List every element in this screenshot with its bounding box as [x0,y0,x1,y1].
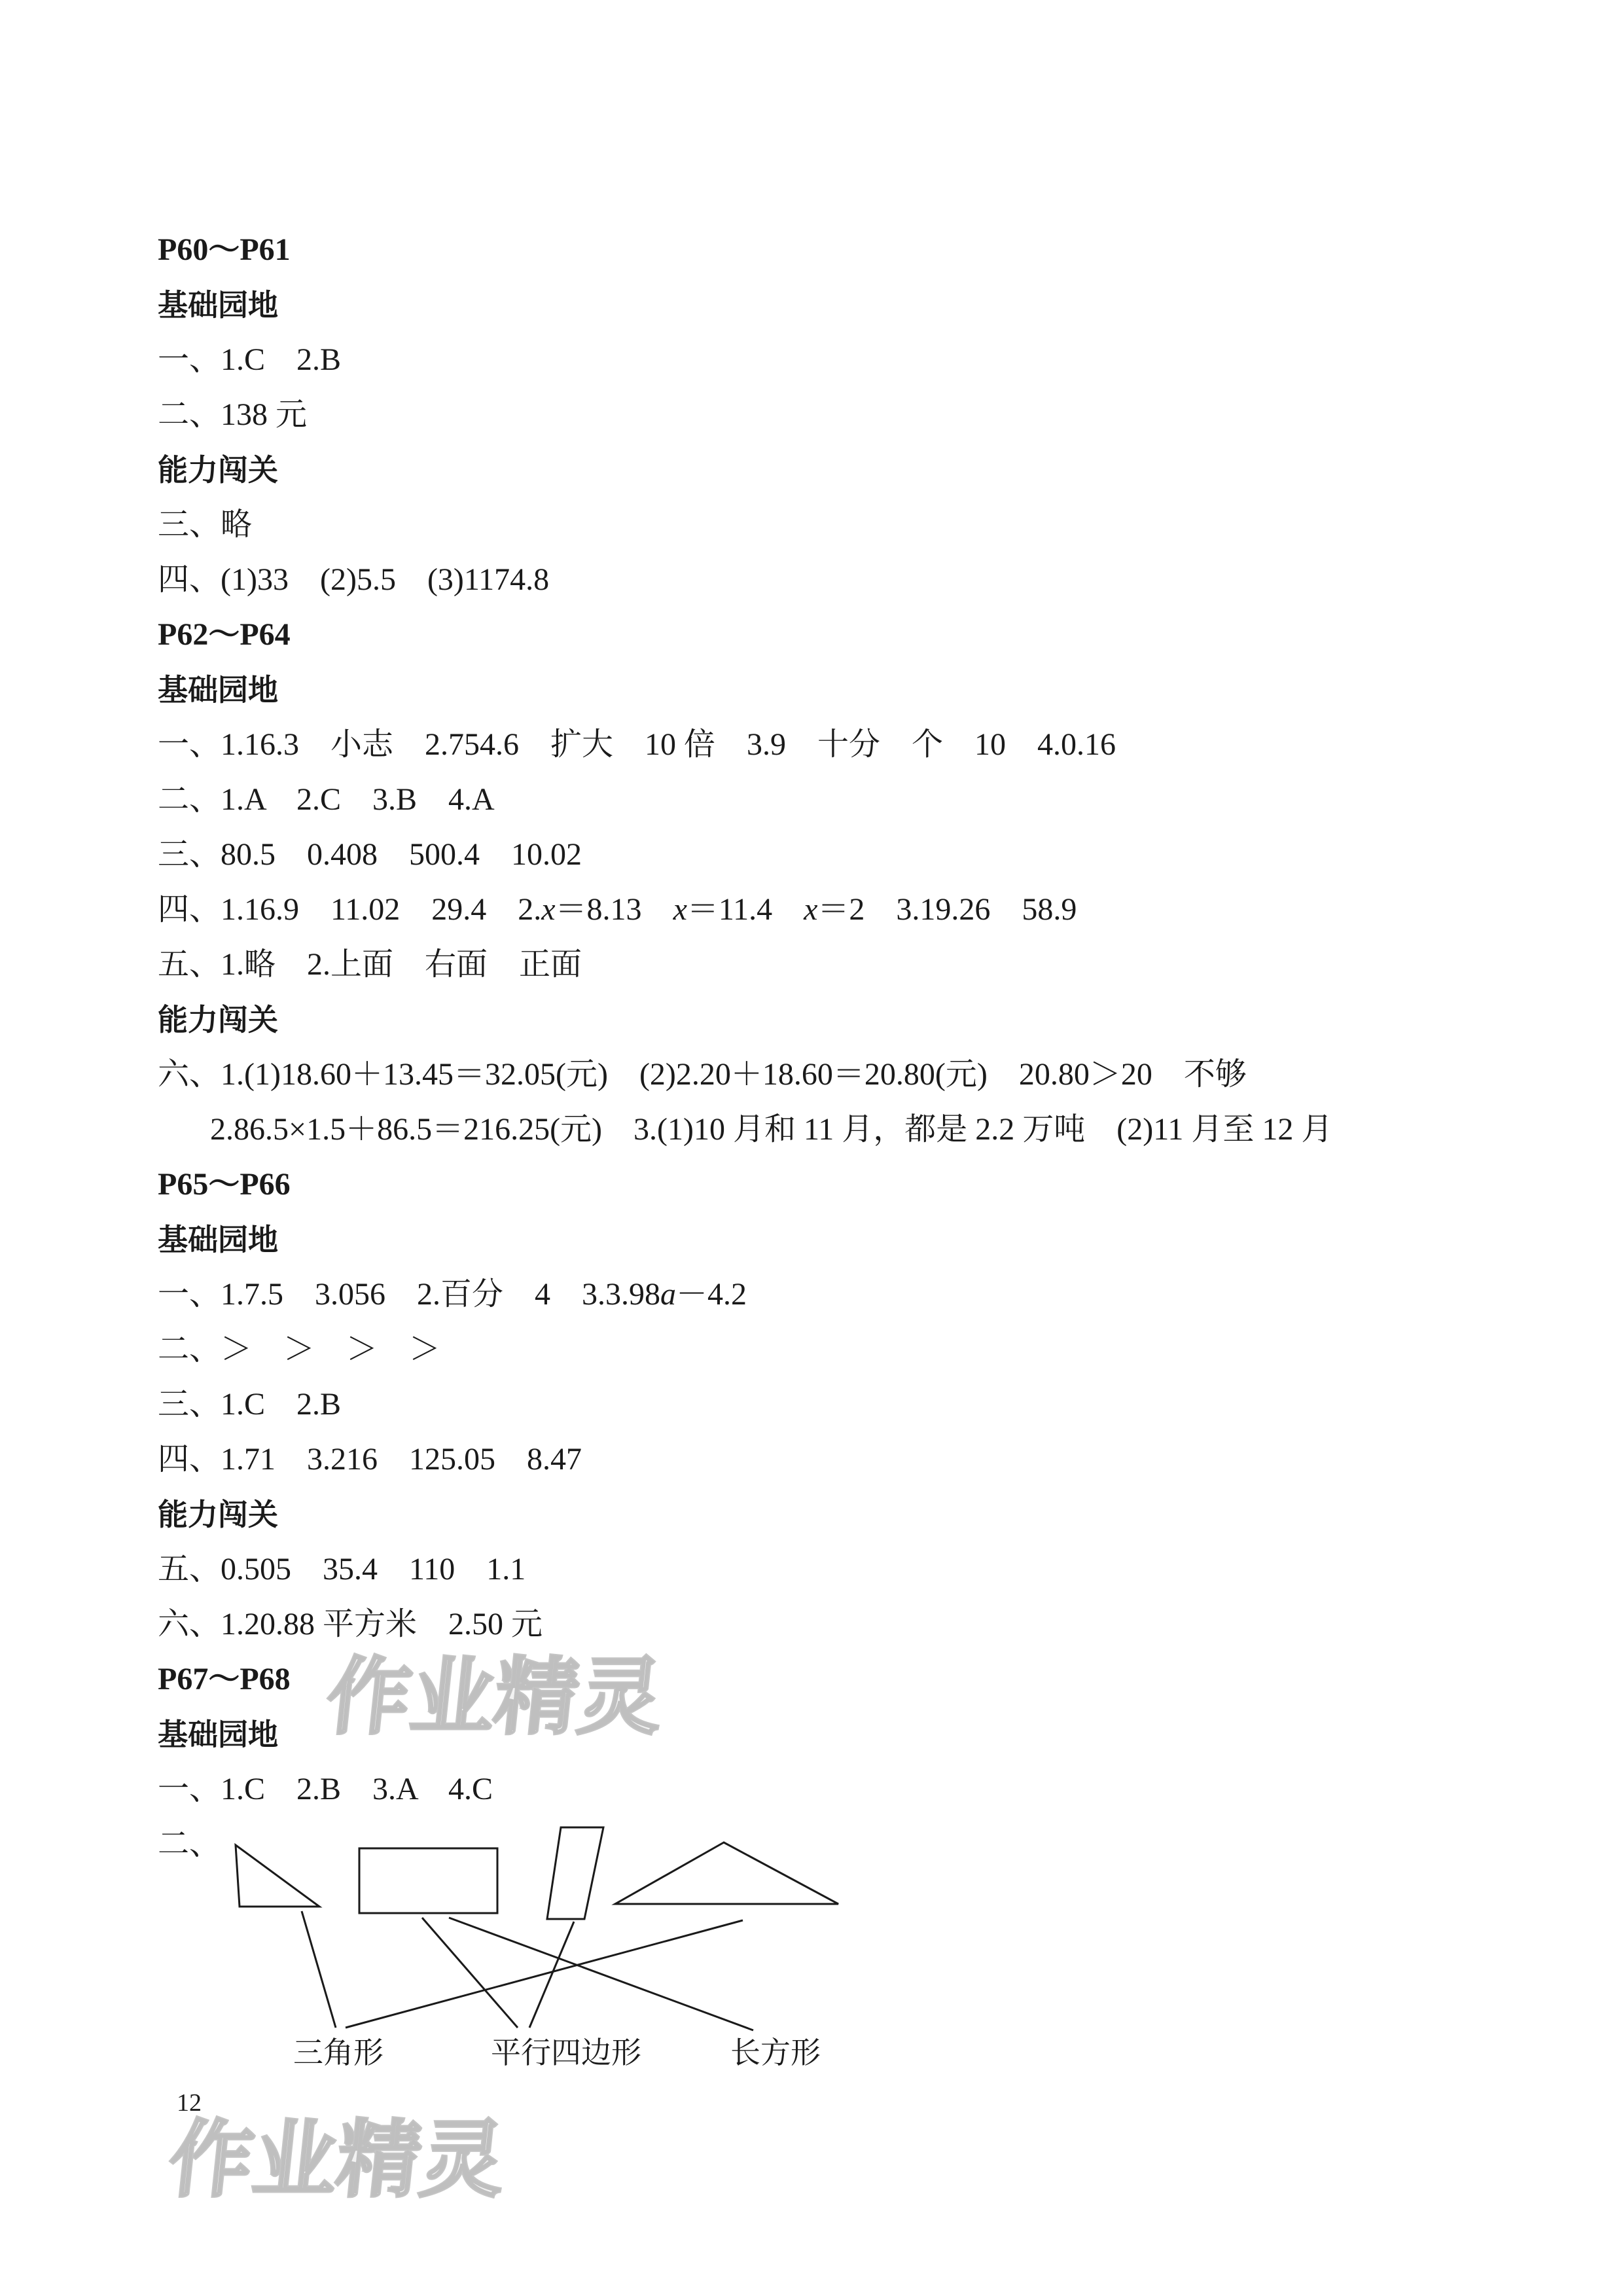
match-line-rectangle-parallelogram [422,1918,518,2028]
basic-section-title: 基础园地 [158,1717,278,1752]
variable-a: a [660,1277,677,1312]
answer-text: 四、1.16.9 11.02 29.4 2. [158,892,542,927]
answer-text: －4.2 [676,1277,747,1312]
ability-section-title: 能力闯关 [158,1497,278,1532]
answer-line: 一、1.C 2.B [158,342,342,377]
match-line-obtuse-triangle [346,1920,743,2028]
basic-section-title: 基础园地 [158,1222,278,1257]
variable-x: x [541,892,556,927]
answer-line: 四、1.71 3.216 125.05 8.47 [158,1442,582,1477]
basic-section-title: 基础园地 [158,672,278,708]
label-triangle: 三角形 [293,2036,383,2070]
match-line-triangle [302,1911,336,2028]
answer-line: 六、1.(1)18.60＋13.45＝32.05(元) (2)2.20＋18.60＝20.80(元) 20.80＞20 不够 [158,1057,1247,1092]
page-range-heading: P67～P68 [158,1662,291,1696]
answer-text: ＝2 3.19.26 58.9 [817,892,1077,927]
answer-line [158,1267,1565,1322]
answer-text: ＝11.4 [687,892,804,927]
answer-content [158,223,1565,1872]
page-range-heading: P65～P66 [158,1167,291,1202]
page-range-heading: P62～P64 [158,617,291,652]
watermark: 作业精灵 [164,2111,510,2209]
answer-line: 二、1.A 2.C 3.B 4.A [158,782,495,817]
match-line-rectangle [449,1918,753,2030]
answer-line: 二、138 元 [158,397,308,432]
match-line-parallelogram [529,1922,574,2028]
right-triangle-shape [236,1845,319,1907]
shape-matching-diagram [0,1800,916,2094]
obtuse-triangle-shape [615,1842,838,1904]
parallelogram-shape [547,1827,603,1919]
label-parallelogram: 平行四边形 [491,2036,641,2070]
rectangle-shape [359,1848,497,1913]
basic-section-title: 基础园地 [158,287,278,323]
ability-section-title: 能力闯关 [158,1002,278,1037]
answer-text: 一、1.7.5 3.056 2.百分 4 3.3.98 [158,1277,661,1312]
variable-x: x [673,892,687,927]
answer-line: 二、＞ ＞ ＞ ＞ [158,1332,441,1367]
answer-line: 三、略 [158,507,253,542]
variable-x: x [804,892,818,927]
answer-line [158,882,1565,937]
answer-line: 六、1.20.88 平方米 2.50 元 [158,1607,543,1641]
label-rectangle: 长方形 [730,2036,821,2070]
answer-line: 三、1.C 2.B [158,1387,342,1422]
answer-line: 五、1.略 2.上面 右面 正面 [158,947,582,982]
answer-line: 二、 [158,1827,221,1861]
answer-line-continued: 2.86.5×1.5＋86.5＝216.25(元) 3.(1)10 月和 11 月，都是 2.2 万吨 (2)11 月至 12 月 [210,1112,1333,1147]
ability-section-title: 能力闯关 [158,452,278,488]
page-range-heading: P60～P61 [158,232,291,267]
answer-text: ＝8.13 [555,892,673,927]
watermark: 作业精灵 [322,1649,668,1746]
answer-line: 一、1.16.3 小志 2.754.6 扩大 10 倍 3.9 十分 个 10 4.0.16 [158,727,1116,762]
page-number: 12 [177,2089,202,2117]
answer-line: 一、1.C 2.B 3.A 4.C [158,1772,493,1806]
answer-line: 五、0.505 35.4 110 1.1 [158,1552,526,1587]
answer-line: 四、(1)33 (2)5.5 (3)1174.8 [158,562,550,597]
answer-line: 三、80.5 0.408 500.4 10.02 [158,837,582,872]
